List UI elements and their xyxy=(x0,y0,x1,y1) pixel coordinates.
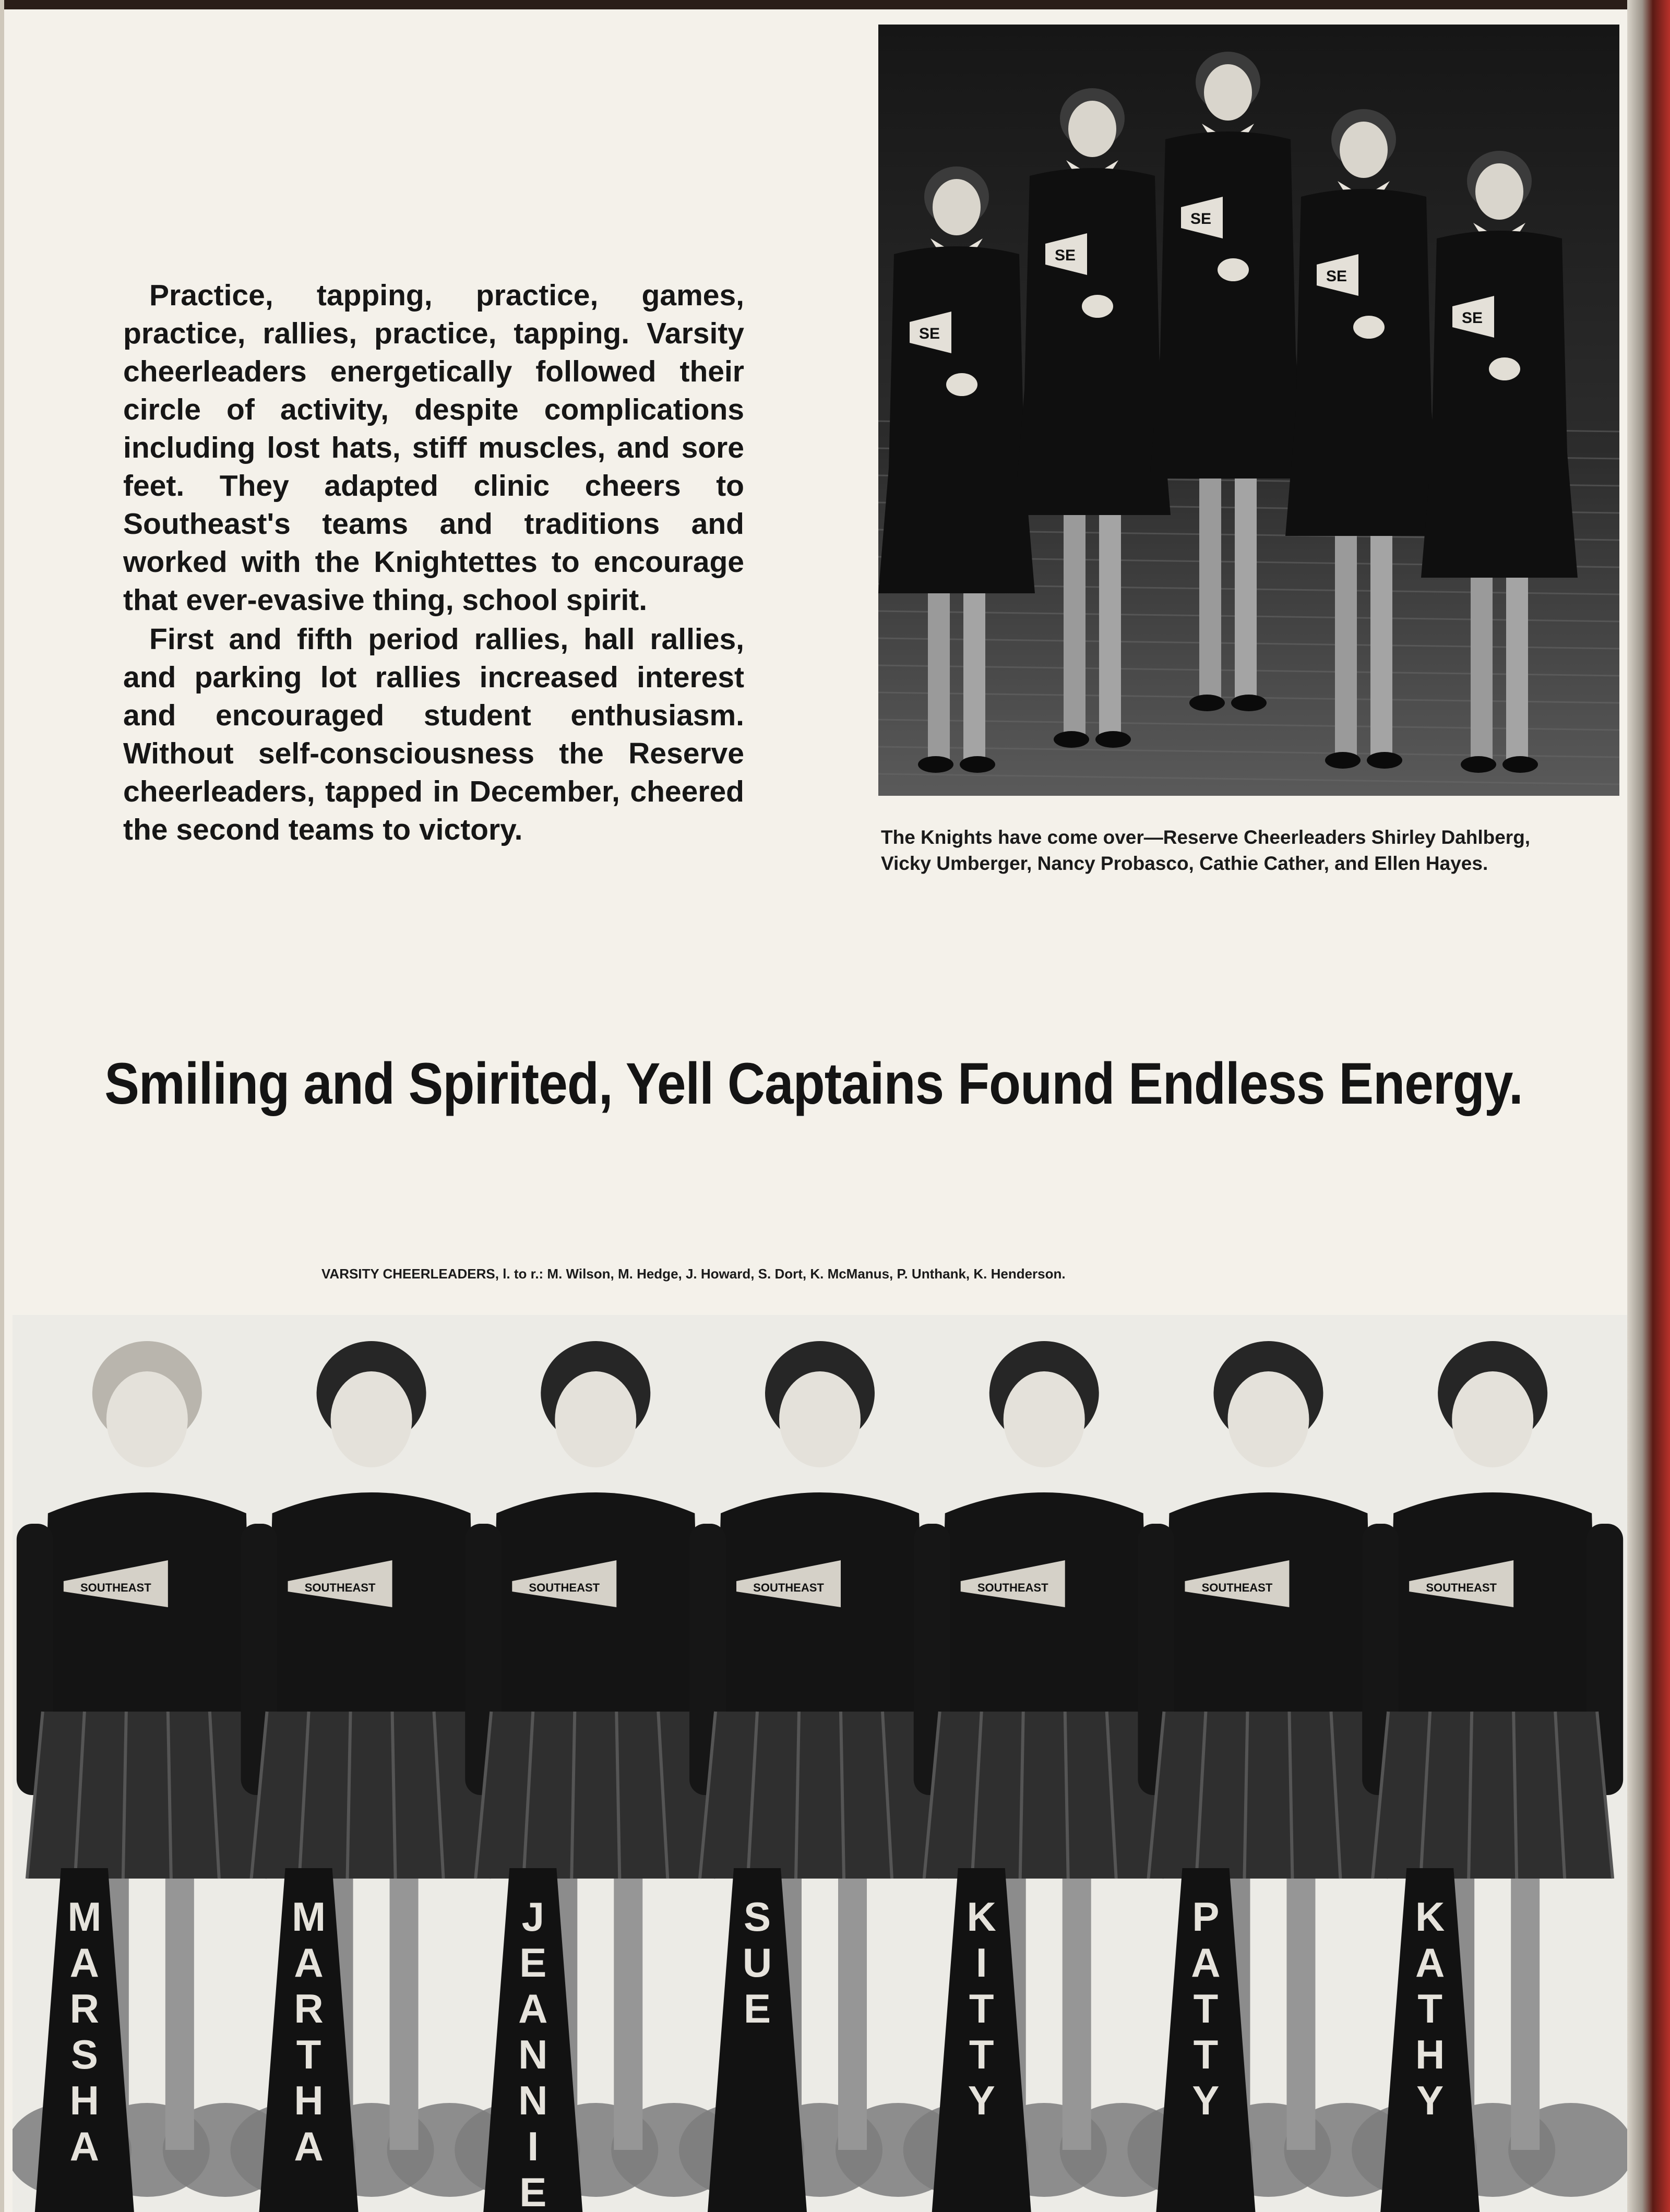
megaphone-name-letter: H xyxy=(1415,2031,1445,2077)
megaphone-name-letter: I xyxy=(975,1940,987,1986)
megaphone-name-letter: A xyxy=(69,1940,100,1986)
body-text xyxy=(123,277,744,849)
megaphone-name-letter: T xyxy=(1193,1986,1219,2031)
sweater-emblem-text: SOUTHEAST xyxy=(80,1581,151,1594)
reserve-photo-illustration xyxy=(878,25,1619,796)
megaphone-name-letter: P xyxy=(1192,1894,1220,1940)
top-border xyxy=(0,0,1670,9)
megaphone-name-letter: S xyxy=(70,2031,98,2077)
reserve-photo-caption xyxy=(881,824,1622,877)
megaphone-name-letter: S xyxy=(743,1894,771,1940)
megaphone-name-letter: N xyxy=(518,2031,548,2077)
megaphone-name-letter: Y xyxy=(1192,2077,1220,2123)
megaphone-name-letter: Y xyxy=(968,2077,995,2123)
megaphone-name-letter: M xyxy=(67,1894,102,1940)
megaphone-name-letter: T xyxy=(969,1986,994,2031)
varsity-cheerleaders-photo xyxy=(13,1315,1627,2212)
megaphone-name-letter: A xyxy=(518,1986,548,2031)
headline: Smiling and Spirited, Yell Captains Found Endless Energy. xyxy=(104,1051,1523,1117)
megaphone-emblem-text: SE xyxy=(1190,210,1212,228)
sweater-emblem-text: SOUTHEAST xyxy=(529,1581,600,1594)
megaphone-name-letter: Y xyxy=(1416,2077,1444,2123)
megaphone-emblem-text: SE xyxy=(918,325,940,342)
sweater-emblem-text: SOUTHEAST xyxy=(1426,1581,1497,1594)
megaphone-name-letter: E xyxy=(519,1940,547,1986)
megaphone-name-letter: K xyxy=(1415,1894,1445,1940)
sweater-emblem-text: SOUTHEAST xyxy=(753,1581,824,1594)
megaphone-name-letter: A xyxy=(294,2123,324,2169)
megaphone-name-letter: A xyxy=(1191,1940,1221,1986)
body-paragraph-2: First and fifth period rallies, hall rallies, and parking lot rallies increased interest and encouraged student enthusiasm. Without self-consciousness the Reserve cheerleaders, tapped in December, cheered the second teams to victory. xyxy=(123,623,744,846)
megaphone-name-letter: K xyxy=(967,1894,996,1940)
page-binding-edge xyxy=(1627,0,1670,2212)
megaphone-name-letter: T xyxy=(969,2031,994,2077)
megaphone-name-letter: A xyxy=(294,1940,324,1986)
megaphone-name-letter: T xyxy=(296,2031,321,2077)
sweater-emblem-text: SOUTHEAST xyxy=(304,1581,376,1594)
megaphone-name-letter: U xyxy=(742,1940,772,1986)
megaphone-name-letter: T xyxy=(1193,2031,1219,2077)
megaphone-name-letter: I xyxy=(527,2123,539,2169)
megaphone-name-letter: M xyxy=(292,1894,326,1940)
megaphone-name-letter: H xyxy=(69,2077,100,2123)
megaphone-emblem-text: SE xyxy=(1461,309,1483,327)
reserve-caption-line-2: Vicky Umberger, Nancy Probasco, Cathie Cather, and Ellen Hayes. xyxy=(881,853,1488,874)
megaphone-emblem-text: SE xyxy=(1326,268,1347,285)
body-paragraph-1: Practice, tapping, practice, games, practice, rallies, practice, tapping. Varsity cheerleaders energetically followed their circle of activity, despite complications including lost hats, stiff muscles, and sore feet. They adapted clinic cheers to Southeast's teams and traditions and worked with the Knightettes to encourage that ever-evasive thing, school spirit. xyxy=(123,279,744,617)
megaphone-name-letter: A xyxy=(69,2123,100,2169)
megaphone-name-letter: R xyxy=(294,1986,324,2031)
sweater-emblem-text: SOUTHEAST xyxy=(1201,1581,1273,1594)
megaphone-name-letter: E xyxy=(743,1986,771,2031)
varsity-photo-illustration xyxy=(13,1315,1627,2212)
megaphone-name-letter: J xyxy=(521,1894,544,1940)
reserve-cheerleaders-photo xyxy=(878,25,1619,796)
sweater-emblem-text: SOUTHEAST xyxy=(977,1581,1048,1594)
reserve-caption-line-1: The Knights have come over—Reserve Cheerleaders Shirley Dahlberg, xyxy=(881,827,1531,848)
megaphone-name-letter: R xyxy=(69,1986,100,2031)
megaphone-name-letter: N xyxy=(518,2077,548,2123)
megaphone-name-letter: H xyxy=(294,2077,324,2123)
megaphone-name-letter: T xyxy=(1417,1986,1442,2031)
megaphone-emblem-text: SE xyxy=(1054,247,1076,264)
megaphone-name-letter: E xyxy=(519,2169,547,2212)
varsity-photo-caption: VARSITY CHEERLEADERS, l. to r.: M. Wilson, M. Hedge, J. Howard, S. Dort, K. McManus, P. Unthank, K. Henderson. xyxy=(321,1266,1066,1282)
megaphone-name-letter: A xyxy=(1415,1940,1445,1986)
